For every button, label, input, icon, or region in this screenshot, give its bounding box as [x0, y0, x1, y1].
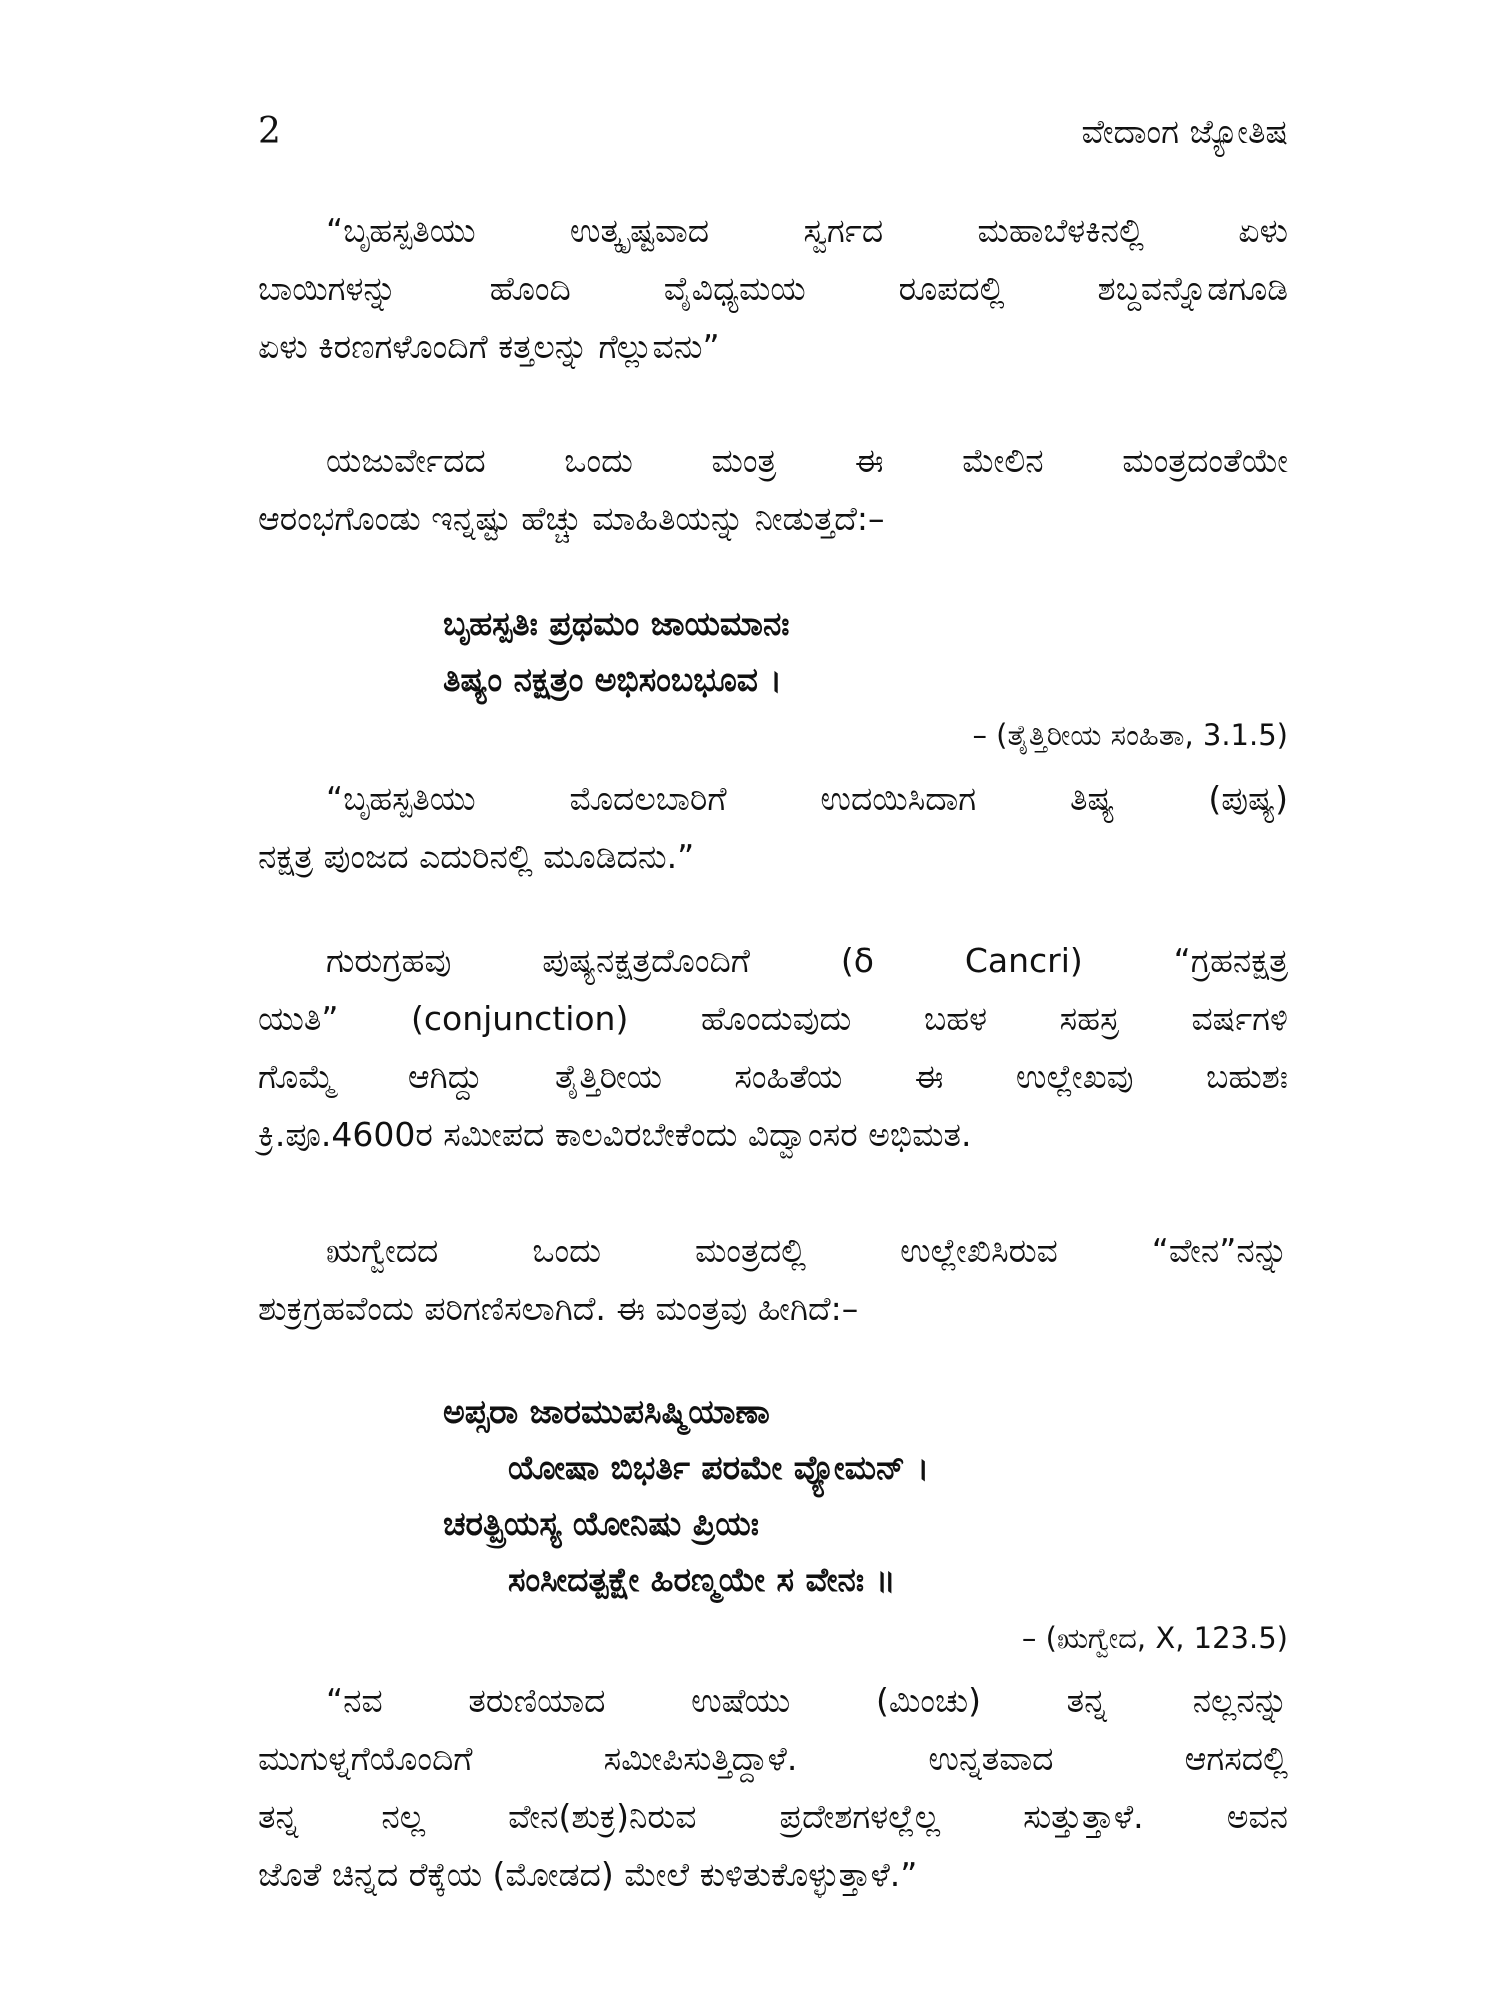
- verse-line: ಚರತ್ಪ್ರಿಯಸ್ಯ ಯೋನಿಷು ಪ್ರಿಯಃ: [443, 1504, 759, 1543]
- verse-line: ಸಂಸೀದತ್ಪಕ್ಷೇ ಹಿರಣ್ಮಯೇ ಸ ವೇನಃ ॥: [508, 1560, 896, 1599]
- text-line: ಜೊತೆ ಚಿನ್ನದ ರೆಕ್ಕೆಯ (ಮೋಡದ) ಮೇಲೆ ಕುಳಿತುಕೊಳ್ಳುತ್ತಾಳೆ.”: [258, 1855, 918, 1894]
- text-line: ಋಗ್ವೇದದ ಒಂದು ಮಂತ್ರದಲ್ಲಿ ಉಲ್ಲೇಖಿಸಿರುವ “ವೇನ”ನನ್ನು: [326, 1231, 1288, 1270]
- paragraph-quote-1: [258, 202, 1288, 376]
- citation-taittiriya: [972, 715, 1288, 755]
- text-line: ಶುಕ್ರಗ್ರಹವೆಂದು ಪರಿಗಣಿಸಲಾಗಿದೆ. ಈ ಮಂತ್ರವು ಹೀಗಿದೆ:–: [258, 1289, 859, 1328]
- text-line: ನಕ್ಷತ್ರ ಪುಂಜದ ಎದುರಿನಲ್ಲಿ ಮೂಡಿದನು.”: [258, 837, 695, 876]
- verse-line: ಅಪ್ಸರಾ ಜಾರಮುಪಸಿಷ್ಮಿಯಾಣಾ: [443, 1392, 770, 1431]
- page-header: [258, 108, 1288, 168]
- text-line: ಯಜುರ್ವೇದದ ಒಂದು ಮಂತ್ರ ಈ ಮೇಲಿನ ಮಂತ್ರದಂತೆಯೇ: [326, 441, 1288, 480]
- text-line: “ಬೃಹಸ್ಪತಿಯು ಉತ್ಕೃಷ್ಟವಾದ ಸ್ವರ್ಗದ ಮಹಾಬೆಳಕಿನಲ್ಲಿ ಏಳು: [326, 211, 1288, 250]
- text-line: ಆರಂಭಗೊಂಡು ಇನ್ನಷ್ಟು ಹೆಚ್ಚು ಮಾಹಿತಿಯನ್ನು ನೀಡುತ್ತದೆ:–: [258, 499, 885, 538]
- text-line: ಬಾಯಿಗಳನ್ನು ಹೊಂದಿ ವೈವಿಧ್ಯಮಯ ರೂಪದಲ್ಲಿ ಶಬ್ದವನ್ನೊಡಗೂಡಿ: [258, 269, 1288, 308]
- citation-text: – (ತೈತ್ತಿರೀಯ ಸಂಹಿತಾ, 3.1.5): [972, 718, 1288, 752]
- verse-line: ಬೃಹಸ್ಪತಿಃ ಪ್ರಥಮಂ ಜಾಯಮಾನಃ: [443, 604, 790, 643]
- running-title: ವೇದಾಂಗ ಜ್ಯೋತಿಷ: [1081, 112, 1288, 151]
- text-line: “ಬೃಹಸ್ಪತಿಯು ಮೊದಲಬಾರಿಗೆ ಉದಯಿಸಿದಾಗ ತಿಷ್ಯ (ಪುಷ್ಯ): [326, 779, 1288, 818]
- text-line: ಯುತಿ” (conjunction) ಹೊಂದುವುದು ಬಹಳ ಸಹಸ್ರ ವರ್ಷಗಳಿ: [258, 999, 1288, 1038]
- text-line: ಕ್ರಿ.ಪೂ.4600ರ ಸಮೀಪದ ಕಾಲವಿರಬೇಕೆಂದು ವಿದ್ವಾಂಸರ ಅಭಿಮತ.: [258, 1115, 972, 1154]
- text-line: “ನವ ತರುಣಿಯಾದ ಉಷೆಯು (ಮಿಂಚು) ತನ್ನ ನಲ್ಲನನ್ನು: [326, 1681, 1288, 1720]
- citation-text: – (ಋಗ್ವೇದ, X, 123.5): [1021, 1621, 1288, 1655]
- verse-rigveda: [443, 1384, 929, 1608]
- text-line: ತನ್ನ ನಲ್ಲ ವೇನ(ಶುಕ್ರ)ನಿರುವ ಪ್ರದೇಶಗಳಲ್ಲೆಲ್ಲ ಸುತ್ತುತ್ತಾಳೆ. ಅವನ: [258, 1797, 1288, 1836]
- page-number: 2: [258, 111, 281, 152]
- verse-taittiriya: [443, 596, 790, 708]
- paragraph-quote-2: [258, 770, 1288, 886]
- verse-line: ಯೋಷಾ ಬಿಭರ್ತಿ ಪರಮೇ ವ್ಯೋಮನ್ ।: [508, 1448, 930, 1487]
- text-line: ಏಳು ಕಿರಣಗಳೊಂದಿಗೆ ಕತ್ತಲನ್ನು ಗೆಲ್ಲುವನು”: [258, 327, 720, 366]
- paragraph-rigveda-intro: [258, 1222, 1288, 1338]
- paragraph-quote-3: [258, 1672, 1288, 1904]
- paragraph-conjunction: [258, 932, 1288, 1164]
- verse-line: ತಿಷ್ಯಂ ನಕ್ಷತ್ರಂ ಅಭಿಸಂಬಭೂವ ।: [443, 660, 783, 699]
- paragraph-yajurveda-intro: [258, 432, 1288, 548]
- text-line: ಗುರುಗ್ರಹವು ಪುಷ್ಯನಕ್ಷತ್ರದೊಂದಿಗೆ (δ Cancri) “ಗ್ರಹನಕ್ಷತ್ರ: [326, 941, 1288, 980]
- citation-rigveda: [1022, 1618, 1288, 1658]
- text-line: ಮುಗುಳ್ನಗೆಯೊಂದಿಗೆ ಸಮೀಪಿಸುತ್ತಿದ್ದಾಳೆ. ಉನ್ನತವಾದ ಆಗಸದಲ್ಲಿ: [258, 1739, 1288, 1778]
- text-line: ಗೊಮ್ಮೆ ಆಗಿದ್ದು ತೈತ್ತಿರೀಯ ಸಂಹಿತೆಯ ಈ ಉಲ್ಲೇಖವು ಬಹುಶಃ: [258, 1057, 1288, 1096]
